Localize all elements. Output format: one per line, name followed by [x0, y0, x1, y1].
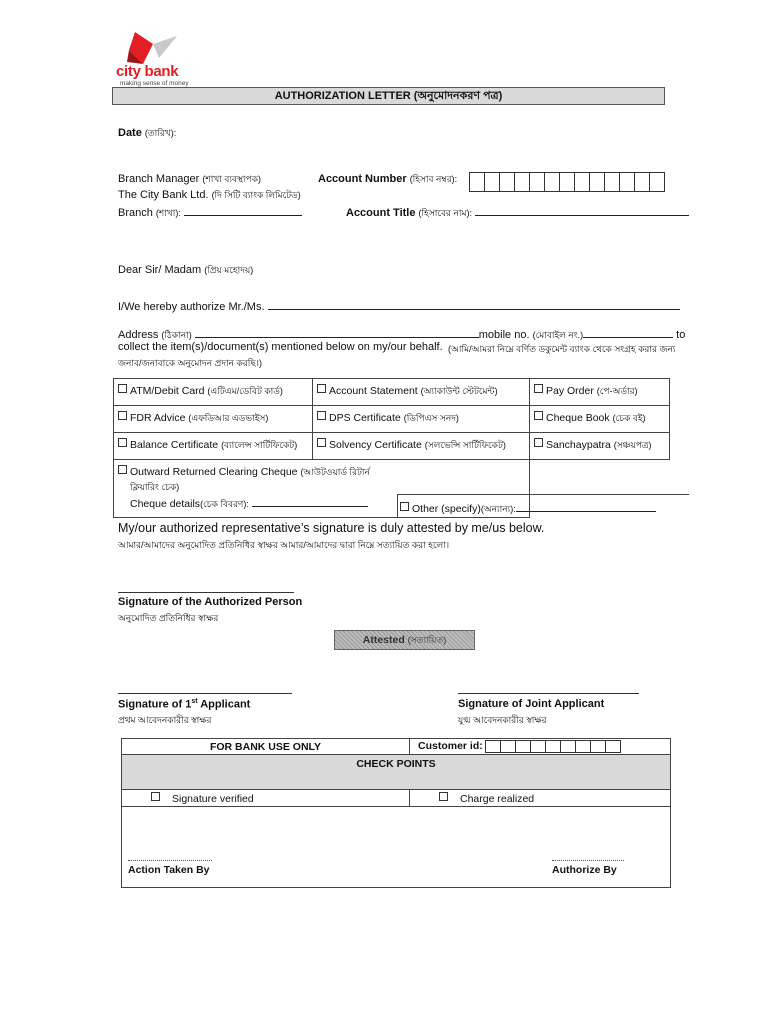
option-dps-certificate[interactable] — [313, 406, 530, 433]
check-items-row — [122, 790, 671, 807]
customer-id-digit-box[interactable] — [575, 740, 591, 753]
signature-verified-label: Signature verified — [172, 792, 254, 805]
collect-text: collect the item(s)/document(s) mentioned below on my/our behalf. — [118, 341, 443, 353]
date-field[interactable] — [118, 126, 176, 141]
customer-id-digit-box[interactable] — [500, 740, 516, 753]
account-title-bn: (হিসাবের নাম): — [418, 208, 472, 218]
option-solvency-label: Solvency Certificate — [329, 439, 422, 451]
representative-name-line[interactable] — [268, 298, 680, 310]
cheque-details-label: Cheque details — [130, 498, 201, 510]
checkbox-icon[interactable] — [118, 411, 127, 420]
joint-applicant-signature-label: Signature of Joint Applicant — [458, 698, 605, 710]
authorized-signature-line[interactable] — [118, 592, 294, 593]
option-pay-order[interactable] — [530, 379, 670, 406]
approval-row — [122, 807, 671, 888]
check-points-row — [122, 755, 671, 790]
option-cheque-book[interactable] — [530, 406, 670, 433]
account-digit-box[interactable] — [514, 172, 530, 192]
customer-id-boxes[interactable] — [486, 740, 621, 753]
customer-id-digit-box[interactable] — [590, 740, 606, 753]
other-input-line[interactable] — [516, 500, 656, 512]
checkbox-icon[interactable] — [317, 384, 326, 393]
account-title-field[interactable] — [346, 204, 689, 221]
option-fdr-advice[interactable] — [114, 406, 313, 433]
branch-manager-line — [118, 172, 261, 187]
branch-input-line[interactable] — [184, 204, 302, 216]
checkbox-icon[interactable] — [534, 384, 543, 393]
account-number-boxes[interactable] — [470, 172, 665, 192]
joint-applicant-signature-bn: যুগ্ম আবেদনকারীর স্বাক্ষর — [458, 715, 547, 725]
document-options-table — [113, 378, 670, 518]
first-applicant-post: Applicant — [197, 698, 251, 711]
option-payorder-bn: (পে-অর্ডার) — [596, 386, 638, 396]
option-balance-label: Balance Certificate — [130, 439, 219, 451]
check-points-header: CHECK POINTS — [122, 755, 671, 790]
option-statement-label: Account Statement — [329, 385, 418, 397]
branch-manager-label: Branch Manager — [118, 173, 200, 185]
account-digit-box[interactable] — [649, 172, 665, 192]
option-other-label: Other (specify) — [412, 503, 481, 515]
branch-label: Branch — [118, 207, 153, 219]
charge-realized-cell[interactable] — [410, 790, 671, 807]
option-other[interactable] — [397, 494, 689, 518]
option-sanchay-bn: (সঞ্চয়পত্র) — [613, 440, 652, 450]
option-balance-certificate[interactable] — [114, 433, 313, 460]
option-atm-label: ATM/Debit Card — [130, 385, 205, 397]
option-outward-bn-1: (আউটওয়ার্ড রিটার্ন — [300, 467, 370, 477]
outward-line-1 — [118, 465, 525, 480]
authorize-line[interactable] — [118, 298, 680, 313]
authorize-by-line[interactable] — [552, 860, 624, 861]
option-fdr-bn: (এফডিআর এডভাইস) — [188, 413, 269, 423]
mobile-input-line[interactable] — [583, 326, 673, 338]
city-bank-logo — [108, 30, 198, 86]
account-digit-box[interactable] — [544, 172, 560, 192]
bank-name-bn: (দি সিটি ব্যাংক লিমিটেড) — [211, 190, 301, 200]
date-label-bn: (তারিখ): — [144, 128, 177, 138]
collect-text-bn-2: জনাব/জনাবাকে অনুমোদন প্রদান করছি।) — [118, 358, 263, 368]
option-solvency-bn: (সলভেন্সি সার্টিফিকেট) — [424, 440, 506, 450]
account-digit-box[interactable] — [634, 172, 650, 192]
option-chequebook-label: Cheque Book — [546, 412, 610, 424]
option-other-bn: (অন্যান্য): — [480, 504, 516, 514]
address-label: Address — [118, 329, 159, 341]
mobile-label: mobile no. — [478, 329, 530, 341]
bank-use-header-row — [122, 739, 671, 755]
option-statement-bn: (অ্যাকাউন্ট স্টেটমেন্ট) — [420, 386, 498, 396]
branch-field[interactable] — [118, 204, 302, 221]
salutation — [118, 263, 253, 278]
options-row-2 — [114, 406, 670, 433]
checkbox-icon[interactable] — [317, 411, 326, 420]
options-row-3 — [114, 433, 670, 460]
options-row-4 — [114, 460, 670, 518]
account-number-bn: (হিসাব নম্বর): — [409, 174, 458, 184]
authorize-text: I/We hereby authorize Mr./Ms. — [118, 301, 265, 313]
option-fdr-label: FDR Advice — [130, 412, 186, 424]
account-digit-box[interactable] — [484, 172, 500, 192]
charge-realized-label: Charge realized — [460, 792, 535, 805]
option-outward-cheque[interactable] — [114, 460, 530, 518]
bank-use-table — [121, 738, 671, 888]
customer-id-digit-box[interactable] — [560, 740, 576, 753]
checkbox-icon[interactable] — [118, 438, 127, 447]
action-taken-line[interactable] — [128, 860, 212, 861]
account-digit-box[interactable] — [619, 172, 635, 192]
attested-label: Attested — [362, 634, 405, 646]
address-input-line[interactable] — [195, 326, 479, 338]
branch-manager-bn: (শাখা ব্যবস্থাপক) — [202, 174, 261, 184]
option-sanchaypatra[interactable] — [530, 433, 670, 460]
logo-mark-icon — [113, 30, 183, 66]
account-digit-box[interactable] — [574, 172, 590, 192]
option-outward-label: Outward Returned Clearing Cheque — [130, 466, 298, 478]
first-applicant-pre: Signature of 1 — [118, 698, 192, 711]
option-sanchay-label: Sanchaypatra — [546, 439, 611, 451]
signature-verified-cell[interactable] — [122, 790, 410, 807]
form-title: AUTHORIZATION LETTER (অনুমোদনকরণ পত্র) — [112, 87, 665, 105]
bank-name-label: The City Bank Ltd. — [118, 189, 209, 201]
checkbox-icon[interactable] — [118, 465, 127, 474]
options-row-1 — [114, 379, 670, 406]
checkbox-icon[interactable] — [534, 438, 543, 447]
first-applicant-sup: st — [191, 698, 198, 705]
authorize-by-label: Authorize By — [552, 864, 617, 876]
attested-box — [334, 630, 475, 650]
account-digit-box[interactable] — [604, 172, 620, 192]
bank-name-line — [118, 188, 301, 203]
collect-text-bn-1: (আমি/আমরা নিম্নে বর্ণিত ডকুমেন্ট ব্যাংক থেকে সংগ্রহ করার জন্য — [448, 344, 676, 354]
to-text: to — [676, 329, 686, 341]
customer-id-label: Customer id: — [418, 740, 483, 753]
account-digit-box[interactable] — [499, 172, 515, 192]
address-bn: (ঠিকানা) — [161, 330, 192, 340]
attestation-statement: My/our authorized representative’s signature is duly attested by me/us below. — [118, 521, 545, 535]
account-digit-box[interactable] — [589, 172, 605, 192]
account-number-label-line — [318, 172, 457, 187]
option-dps-bn: (ডিপিএস সনদ) — [403, 413, 459, 423]
authorized-signature-bn: অনুমোদিত প্রতিনিধির স্বাক্ষর — [118, 613, 219, 623]
option-chequebook-bn: (চেক বই) — [612, 413, 646, 423]
customer-id-digit-box[interactable] — [530, 740, 546, 753]
cheque-details-input-line[interactable] — [252, 495, 368, 507]
customer-id-digit-box[interactable] — [545, 740, 561, 753]
attested-bn: (সত্যায়িত) — [407, 635, 447, 645]
customer-id-digit-box[interactable] — [485, 740, 501, 753]
approval-area — [122, 807, 671, 888]
option-atm-card[interactable] — [114, 379, 313, 406]
customer-id-cell[interactable] — [410, 739, 671, 755]
option-account-statement[interactable] — [313, 379, 530, 406]
account-digit-box[interactable] — [559, 172, 575, 192]
first-applicant-signature-bn: প্রথম আবেদনকারীর স্বাক্ষর — [118, 715, 212, 725]
checkbox-icon[interactable] — [118, 384, 127, 393]
authorized-signature-label: Signature of the Authorized Person — [118, 596, 303, 608]
first-applicant-signature-label — [118, 698, 250, 711]
option-atm-bn: (এটিএম/ডেবিট কার্ড) — [207, 386, 283, 396]
logo-brand-text: city bank — [116, 63, 179, 80]
mobile-bn: (মোবাইল নং.) — [532, 330, 584, 340]
checkbox-icon[interactable] — [400, 502, 409, 511]
account-digit-box[interactable] — [529, 172, 545, 192]
account-digit-box[interactable] — [469, 172, 485, 192]
account-title-label: Account Title — [346, 207, 416, 219]
action-taken-label: Action Taken By — [128, 864, 210, 876]
option-solvency-certificate[interactable] — [313, 433, 530, 460]
option-outward-bn-2: ক্লিয়ারিং চেক) — [130, 482, 180, 492]
option-dps-label: DPS Certificate — [329, 412, 401, 424]
date-label: Date — [118, 127, 142, 139]
account-number-label: Account Number — [318, 173, 407, 185]
customer-id-digit-box[interactable] — [605, 740, 621, 753]
cheque-details-bn: (চেক বিবরণ): — [200, 499, 249, 509]
checkbox-icon[interactable] — [534, 411, 543, 420]
attestation-statement-bn: আমার/আমাদের অনুমোদিত প্রতিনিধির স্বাক্ষর আমার/আমাদের দ্বারা নিম্নে সত্যায়িত করা হলো। — [118, 540, 450, 550]
salutation-bn: (প্রিয় মহোদয়) — [204, 265, 254, 275]
checkbox-icon[interactable] — [439, 792, 448, 801]
branch-label-bn: (শাখা): — [155, 208, 181, 218]
option-payorder-label: Pay Order — [546, 385, 594, 397]
option-balance-bn: (ব্যালেন্স সার্টিফিকেট) — [221, 440, 298, 450]
bank-use-header: FOR BANK USE ONLY — [122, 739, 410, 755]
checkbox-icon[interactable] — [317, 438, 326, 447]
customer-id-digit-box[interactable] — [515, 740, 531, 753]
logo-tagline: making sense of money — [120, 80, 189, 87]
joint-applicant-signature-line[interactable] — [458, 693, 639, 694]
first-applicant-signature-line[interactable] — [118, 693, 292, 694]
checkbox-icon[interactable] — [151, 792, 160, 801]
account-title-input-line[interactable] — [475, 204, 689, 216]
salutation-text: Dear Sir/ Madam — [118, 264, 202, 276]
